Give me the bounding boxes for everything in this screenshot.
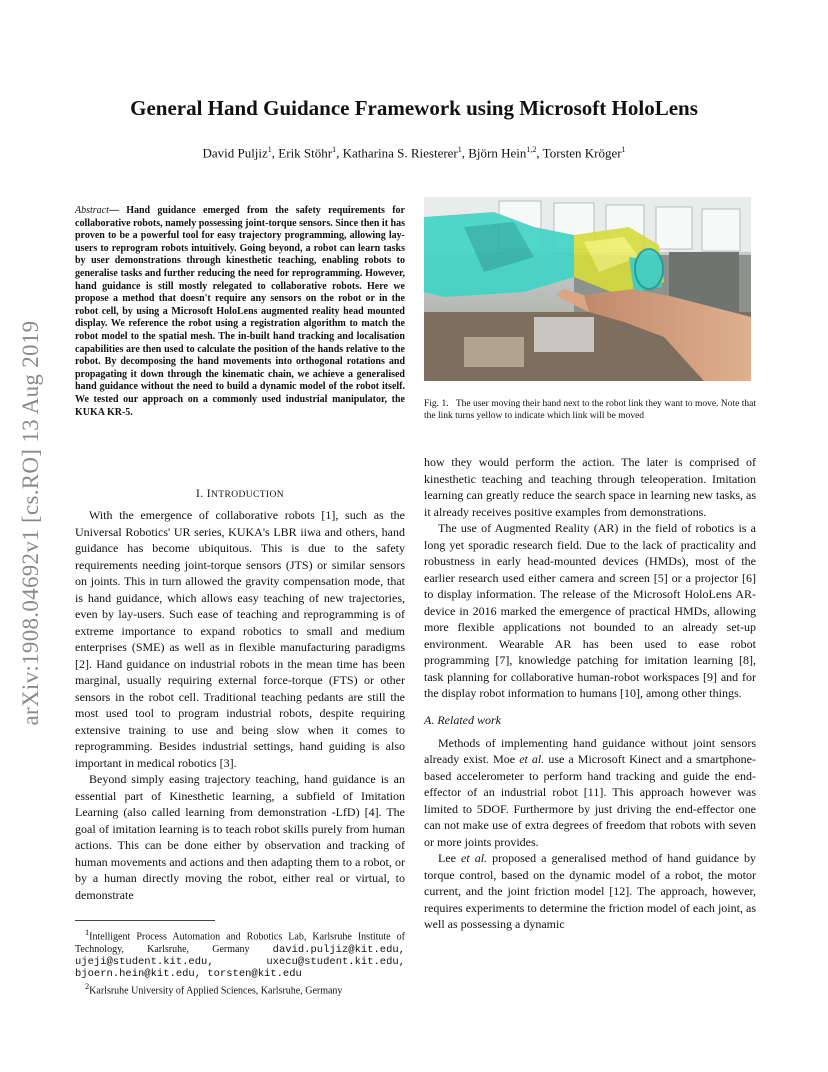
author-name: Björn Hein <box>468 145 527 161</box>
footnote-2: $^2$Karlsruhe University of Applied Sciences, Karlsruhe, Germany <box>85 981 343 996</box>
paragraph <box>424 850 756 933</box>
figure-caption-text: The user moving their hand next to the robot link they want to move. Note that the link turns yellow to indicate which link will be moved <box>424 399 756 421</box>
author-affiliation: 1 <box>332 145 337 154</box>
author-list: David Puljiz$^1$, Erik Stöhr$^1$, Katharina S. Riesterer$^1$, Björn Hein$^{1,2}$, Torsten Kröger$^1$ <box>202 145 626 161</box>
abstract-text: Hand guidance emerged from the safety requirements for collaborative robots, namely possessing joint-torque sensors. Since then it has proven to be a powerful tool for easy trajectory programming, allowing lay-users to reprogram robots intuitively. Going beyond, a robot can learn tasks by user demonstrations through kinesthetic teaching, enabling robots to generalise tasks and further reducing the need for reprogramming. However, hand guidance is still mostly relegated to collaborative robots. Here we propose a method that doesn't require any sensors on the robot or in the robot cell, by using a Microsoft HoloLens augmented reality head mounted display. We reference the robot using a registration algorithm to match the robot model to the spatial mesh. The in-built hand tracking and localisation capabilities are then used to calculate the position of the hands relative to the robot. By decomposing the hand movements into orthogonal rotations and propagating it down through the kinematic chain, we achieve a generalised hand guidance without the need to build a dynamic model of the robot itself. We tested our approach on a commonly used industrial manipulator, the KUKA KR-5. <box>75 205 405 418</box>
abstract: Abstract— Hand guidance emerged from the safety requirements for collaborative robots, namely possessing joint-torque sensors. Since then it has proven to be a powerful tool for easy trajectory programming, allowing lay-users to reprogram robots intuitively. Going beyond, a robot can learn tasks by user demonstrations through kinesthetic teaching, enabling robots to generalise tasks and further reducing the need for reprogramming. However, hand guidance is still mostly relegated to collaborative robots. Here we propose a method that doesn't require any sensors on the robot or in the robot cell, by using a Microsoft HoloLens augmented reality head mounted display. We reference the robot using a registration algorithm to match the robot model to the spatial mesh. The in-built hand tracking and localisation capabilities are then used to calculate the position of the hands relative to the robot. By decomposing the hand movements into orthogonal rotations and propagating it down through the kinematic chain, we achieve a generalised hand guidance without the need to build a dynamic model of the robot itself. We tested our approach on a commonly used industrial manipulator, the KUKA KR-5. <box>75 205 405 418</box>
paragraph <box>424 735 756 851</box>
author-name: David Puljiz <box>202 145 268 161</box>
text-run: Methods of implementing hand guidance without joint sensors already exist. Moe <box>424 735 756 766</box>
figure-1-photo <box>424 197 751 381</box>
text-run: use a Microsoft Kinect and a smartphone-based accelerometer to perform hand tracking and guide the end-effector of an industrial robot [11]. This approach however was limited to 5DOF. Furthermore by just driving the end-effector one can not make use of extra degrees of freedom that robots with seven or more joints provides. <box>424 752 756 849</box>
right-column-text <box>424 454 756 933</box>
abstract-label: Abstract <box>75 205 109 216</box>
text-emphasis: et al. <box>461 851 488 865</box>
footnote-1: $^1$Intelligent Process Automation and Robotics Lab, Karlsruhe Institute of Technology, Karlsruhe, Germany david.puljiz@kit.edu, ujeji@student.kit.edu, uxecu@student.kit.edu, bjoern.hein@kit.edu, torsten@kit.edu <box>75 928 405 981</box>
author-name: Erik Stöhr <box>278 145 333 161</box>
author-name: Torsten Kröger <box>542 145 622 161</box>
paragraph: Beyond simply easing trajectory teaching, hand guidance is an essential part of Kinesthetic learning, a subfield of Imitation Learning (also called learning from demonstration -LfD) [4]. The goal of imitation learning is to teach robot skills purely from human actions. This can be done either by observation and tracking of human movements and actions and then adapting them to a robot, or by a human directly moving the robot, either real or virtual, to demonstrate <box>75 772 405 902</box>
arxiv-identifier <box>6 285 56 760</box>
footnote-rule <box>75 920 215 921</box>
section-title-rest: NTRODUCTION <box>211 490 285 500</box>
paragraph: how they would perform the action. The later is comprised of kinesthetic teaching and teaching through teleoperation. Imitation learning can greatly reduce the search space in learning new tasks, as it already receives positive examples from demonstrations. <box>424 455 756 519</box>
paragraph: The use of Augmented Reality (AR) in the field of robotics is a long yet sporadic research field. Due to the lack of practicality and robustness in early head-mounted devices (HMDs), most of the earlier research used either camera and screen [5] or a projector [6] to display information. The release of the Microsoft HoloLens AR-device in 2016 marked the emergence of practical HMDs, allowing more flexible applications not bounded to an already set-up environment. Wearable AR has been used to ease robot programming [7], knowledge patching for imitation learning [8], task planning for collaborative human-robot workspaces [9] and for the display robot information to humans [10], among other things. <box>424 521 756 700</box>
text-run: proposed a generalised method of hand guidance by torque control, based on the dynamic model of a robot, the motor current, and the joint friction model [12]. The approach, however, requires experiments to determine the friction model of each joint, as well as possessing a dynamic <box>424 851 757 931</box>
paragraph: With the emergence of collaborative robots [1], such as the Universal Robotics' UR series, KUKA's LBR iiwa and others, hand guidance has become ubiquitous. This is due to the safety requirements needing joint-torque sensors (JTS) or similar sensors on joints. This in turn allowed the gravity compensation mode, that is hand guidance, which allows easy teaching of new trajectories, even by lay-users. Such ease of teaching and reprogramming is of extreme importance to expand robotics to small and medium enterprises (SME) as well as in flexible manufacturing paradigms [2]. Hand guidance on industrial robots in the mean time has been marginal, usually requiring external force-torque (FTS) or other sensors in the robot cell. Traditional teaching pedants are still the most used tool to program industrial robots, despite requiring extensive training to use and being slow when it comes to reprogramming. Besides industrial settings, hand guiding is also important in medical robotics [3]. <box>75 508 405 770</box>
arxiv-identifier-text: arXiv:1908.04692v1 [cs.RO] 13 Aug 2019 <box>18 320 43 725</box>
figure-label: Fig. 1. <box>424 399 449 409</box>
author-affiliation: 1,2 <box>526 145 537 154</box>
author-affiliation: 1 <box>457 145 462 154</box>
footnote-2-text: Karlsruhe University of Applied Sciences, Karlsruhe, Germany <box>89 984 343 996</box>
footnotes <box>75 920 405 997</box>
hololens-view-illustration <box>424 197 751 381</box>
footnote-1-emails: david.puljiz@kit.edu, ujeji@student.kit.edu, uxecu@student.kit.edu, bjoern.hein@kit.edu, torsten@kit.edu <box>75 943 405 981</box>
text-emphasis: et al. <box>519 752 545 766</box>
author-name: Katharina S. Riesterer <box>342 145 458 161</box>
footnote-1-text: Intelligent Process Automation and Robotics Lab, Karlsruhe Institute of Technology, Karlsruhe, Germany <box>75 931 405 955</box>
section-heading <box>75 488 405 500</box>
text-run: Lee <box>438 851 462 865</box>
figure-1-caption <box>424 398 756 422</box>
author-affiliation: 1 <box>621 145 626 154</box>
author-affiliation: 1 <box>267 145 272 154</box>
section-number: I. <box>195 488 204 500</box>
introduction-section <box>75 488 405 903</box>
paper-title: General Hand Guidance Framework using Microsoft HoloLens <box>130 96 698 120</box>
section-title-initial: I <box>206 488 211 500</box>
subsection-heading: A. Related work <box>424 712 501 727</box>
